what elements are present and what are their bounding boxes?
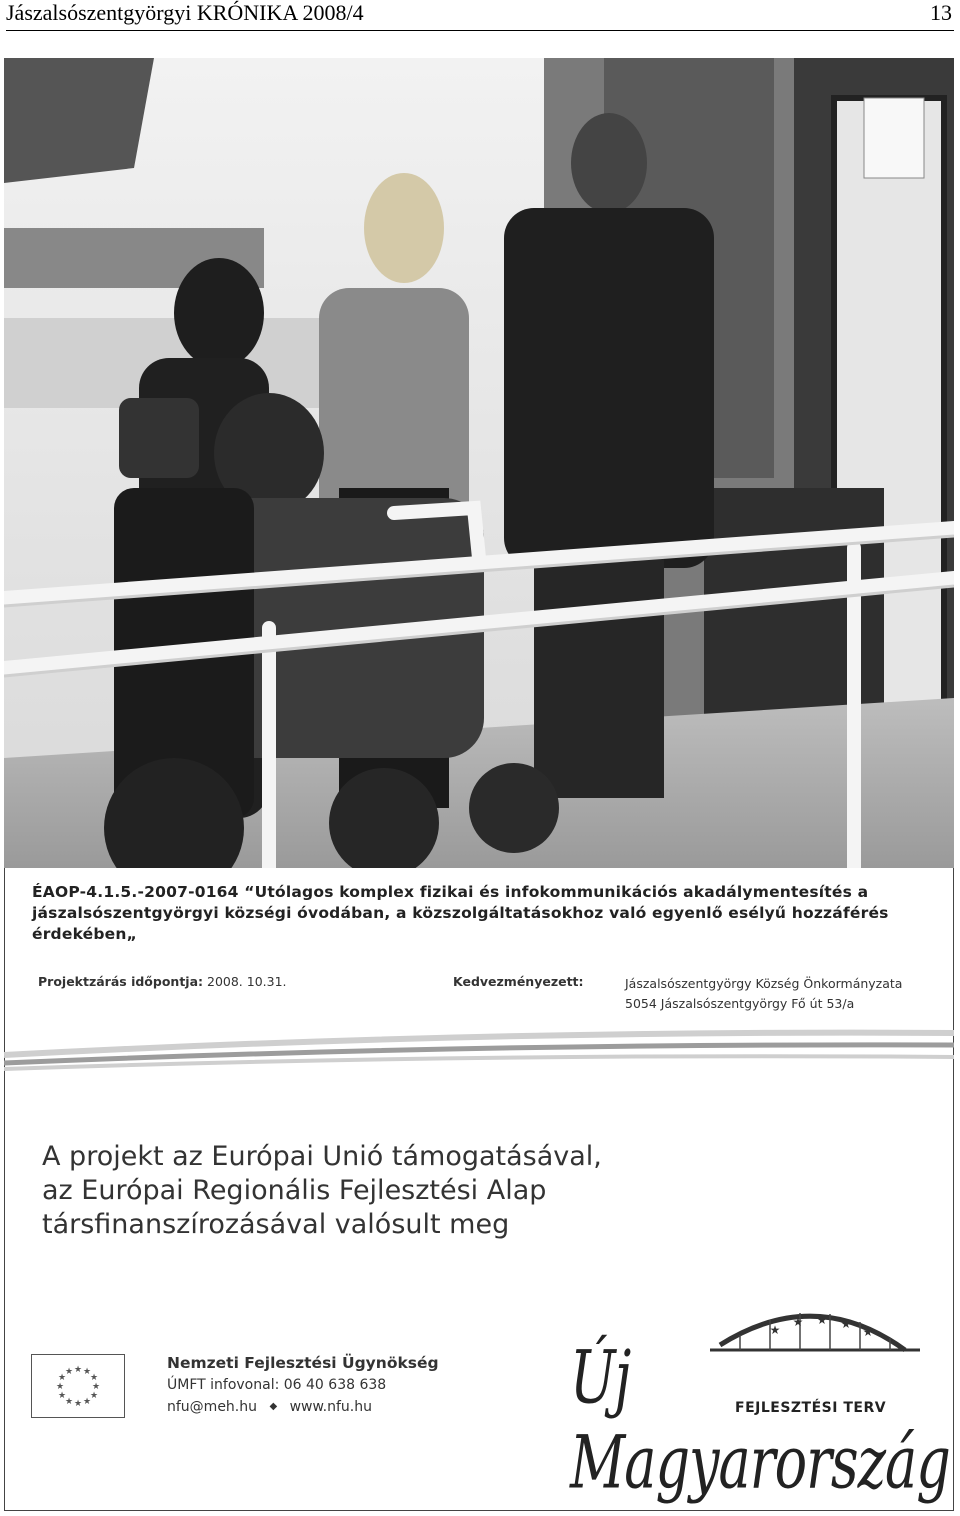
svg-text:★: ★ (769, 1323, 781, 1337)
support-line-1: A projekt az Európai Unió támogatásával, (42, 1141, 602, 1172)
svg-text:★: ★ (57, 1373, 67, 1383)
beneficiary-block (453, 974, 903, 1011)
agency-hotline: ÚMFT infovonal: 06 40 638 638 (167, 1377, 387, 1393)
svg-text:★: ★ (792, 1315, 804, 1329)
agency-web-line (167, 1396, 439, 1418)
svg-text:★: ★ (64, 1367, 74, 1377)
svg-text:★: ★ (57, 1391, 67, 1401)
support-line-3: társfinanszírozásával valósult meg (42, 1209, 510, 1240)
svg-text:★: ★ (55, 1382, 65, 1392)
beneficiary-name: Jászalsószentgyörgy Község Önkormányzata (625, 976, 903, 991)
ramp-photo (4, 58, 954, 868)
svg-text:★: ★ (816, 1313, 828, 1327)
agency-contact-block (167, 1352, 439, 1418)
svg-text:★: ★ (89, 1391, 99, 1401)
closing-date-block (38, 974, 287, 989)
agency-website: www.nfu.hu (289, 1399, 372, 1415)
svg-text:★: ★ (91, 1382, 101, 1392)
svg-text:★: ★ (73, 1399, 83, 1409)
diamond-separator-icon: ◆ (269, 1401, 278, 1412)
decorative-swoosh (4, 1025, 954, 1085)
eu-flag-icon (31, 1354, 125, 1418)
beneficiary-details (625, 974, 945, 1014)
svg-text:★: ★ (89, 1373, 99, 1383)
svg-text:★: ★ (82, 1367, 92, 1377)
logo-subtitle: FEJLESZTÉSI TERV (735, 1400, 887, 1416)
running-header (6, 0, 954, 31)
agency-email: nfu@meh.hu (167, 1399, 257, 1415)
project-caption: ÉAOP-4.1.5.-2007-0164 “Utólagos komplex fizikai és infokommunikációs akadálymentesítés a jászalsószentgyörgyi községi óvodában, a közszolgáltatásokhoz való egyenlő esélyű hozzáférés érdekében„ (32, 883, 889, 943)
closing-date-label: Projektzárás időpontja: (38, 974, 204, 989)
logo-text: Új Magyarország (570, 1335, 950, 1506)
support-line-2: az Európai Regionális Fejlesztési Alap (42, 1175, 547, 1206)
svg-text:★: ★ (73, 1365, 83, 1375)
beneficiary-label: Kedvezményezett: (453, 974, 584, 989)
svg-text:★: ★ (64, 1397, 74, 1407)
eu-support-statement (42, 1140, 662, 1242)
publication-title: Jászalsószentgyörgyi KRÓNIKA 2008/4 (6, 0, 364, 25)
svg-text:★: ★ (82, 1397, 92, 1407)
svg-text:★: ★ (840, 1317, 852, 1331)
agency-name: Nemzeti Fejlesztési Ügynökség (167, 1354, 439, 1372)
page-number: 13 (930, 0, 952, 25)
closing-date-value: 2008. 10.31. (207, 974, 287, 989)
beneficiary-address: 5054 Jászalsószentgyörgy Fő út 53/a (625, 996, 855, 1011)
svg-text:★: ★ (862, 1325, 874, 1339)
